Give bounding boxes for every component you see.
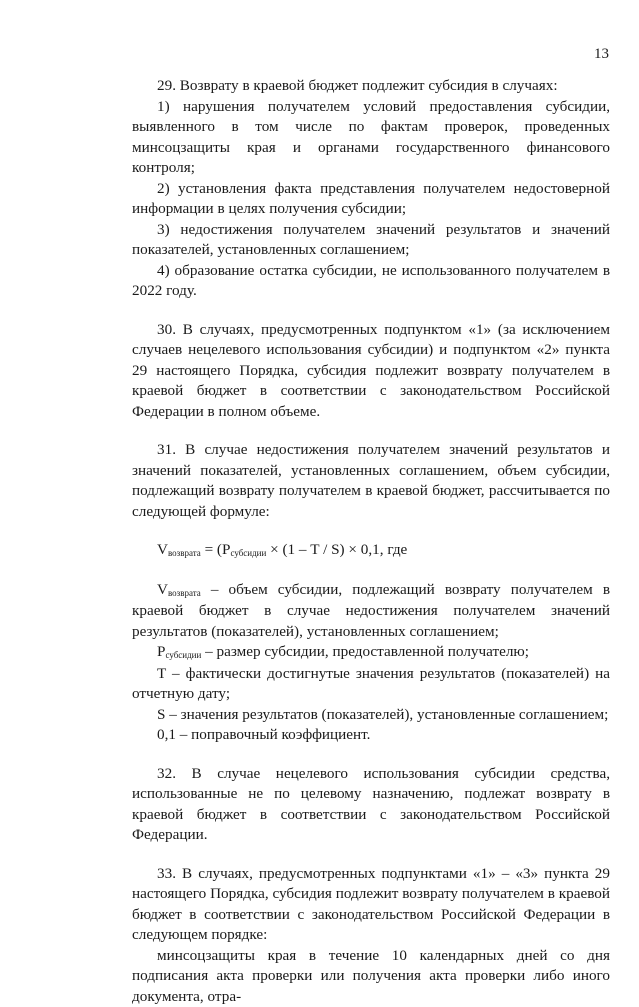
p33-cont: минсоцзащиты края в течение 10 календарных дней со дня подписания акта проверки или получения акта проверки либо иного документа, отра-	[132, 946, 610, 1007]
def-p-sym: P	[157, 643, 165, 660]
page-number: 13	[594, 46, 609, 63]
p32: 32. В случае нецелевого использования субсидии средства, использованные не по целевому назначению, подлежат возврату в краевой бюджет в соответствии с законодательством Российской Федерации.	[132, 764, 610, 846]
p30: 30. В случаях, предусмотренных подпунктом «1» (за исключением случаев нецелевого использования субсидии) и подпунктом «2» пункта 29 настоящего Порядка, субсидия подлежит возврату получателем в краевой бюджет в соответствии с законодательством Российской Федерации в полном объеме.	[132, 320, 610, 423]
p29-item-2: 2) установления факта представления получателем недостоверной информации в целях получения субсидии;	[132, 179, 610, 220]
p31-def-v	[132, 580, 610, 643]
document-body	[132, 76, 610, 1007]
def-v-sub: возврата	[168, 588, 201, 598]
p33-intro: 33. В случаях, предусмотренных подпунктами «1» – «3» пункта 29 настоящего Порядка, субсидия подлежит возврату получателем в краевой бюджет в соответствии с законодательством Российской Федерации в следующем порядке:	[132, 864, 610, 946]
p31-def-p	[132, 642, 610, 664]
def-v-text: – объем субсидии, подлежащий возврату получателем в краевой бюджет в случае недостижения получателем значений результатов (показателей), установленных соглашением;	[132, 581, 610, 640]
p29-intro: 29. Возврату в краевой бюджет подлежит субсидия в случаях:	[132, 76, 610, 97]
def-p-text: – размер субсидии, предоставленной получателю;	[201, 643, 529, 660]
formula-p-sub: субсидии	[230, 548, 266, 558]
p31-def-s: S – значения результатов (показателей), установленные соглашением;	[132, 705, 610, 726]
p29-item-4: 4) образование остатка субсидии, не использованного получателем в 2022 году.	[132, 261, 610, 302]
formula-eq: = (P	[201, 541, 231, 558]
p31-def-t: T – фактически достигнутые значения результатов (показателей) на отчетную дату;	[132, 664, 610, 705]
p29-item-1: 1) нарушения получателем условий предоставления субсидии, выявленного в том числе по фактам проверок, проведенных минсоцзащиты края и органами государственного финансового контроля;	[132, 97, 610, 179]
formula-v: V	[157, 541, 168, 558]
formula-v-sub: возврата	[168, 548, 201, 558]
p31-intro: 31. В случае недостижения получателем значений результатов и значений показателей, установленных соглашением, объем субсидии, подлежащий возврату получателем в краевой бюджет, рассчитывается по следующей формуле:	[132, 440, 610, 522]
formula-rest: × (1 – T / S) × 0,1, где	[266, 541, 407, 558]
def-v-sym: V	[157, 581, 168, 598]
p31-formula	[132, 540, 610, 562]
p31-def-k: 0,1 – поправочный коэффициент.	[132, 725, 610, 746]
p29-item-3: 3) недостижения получателем значений результатов и значений показателей, установленных соглашением;	[132, 220, 610, 261]
def-p-sub: субсидии	[165, 650, 201, 660]
